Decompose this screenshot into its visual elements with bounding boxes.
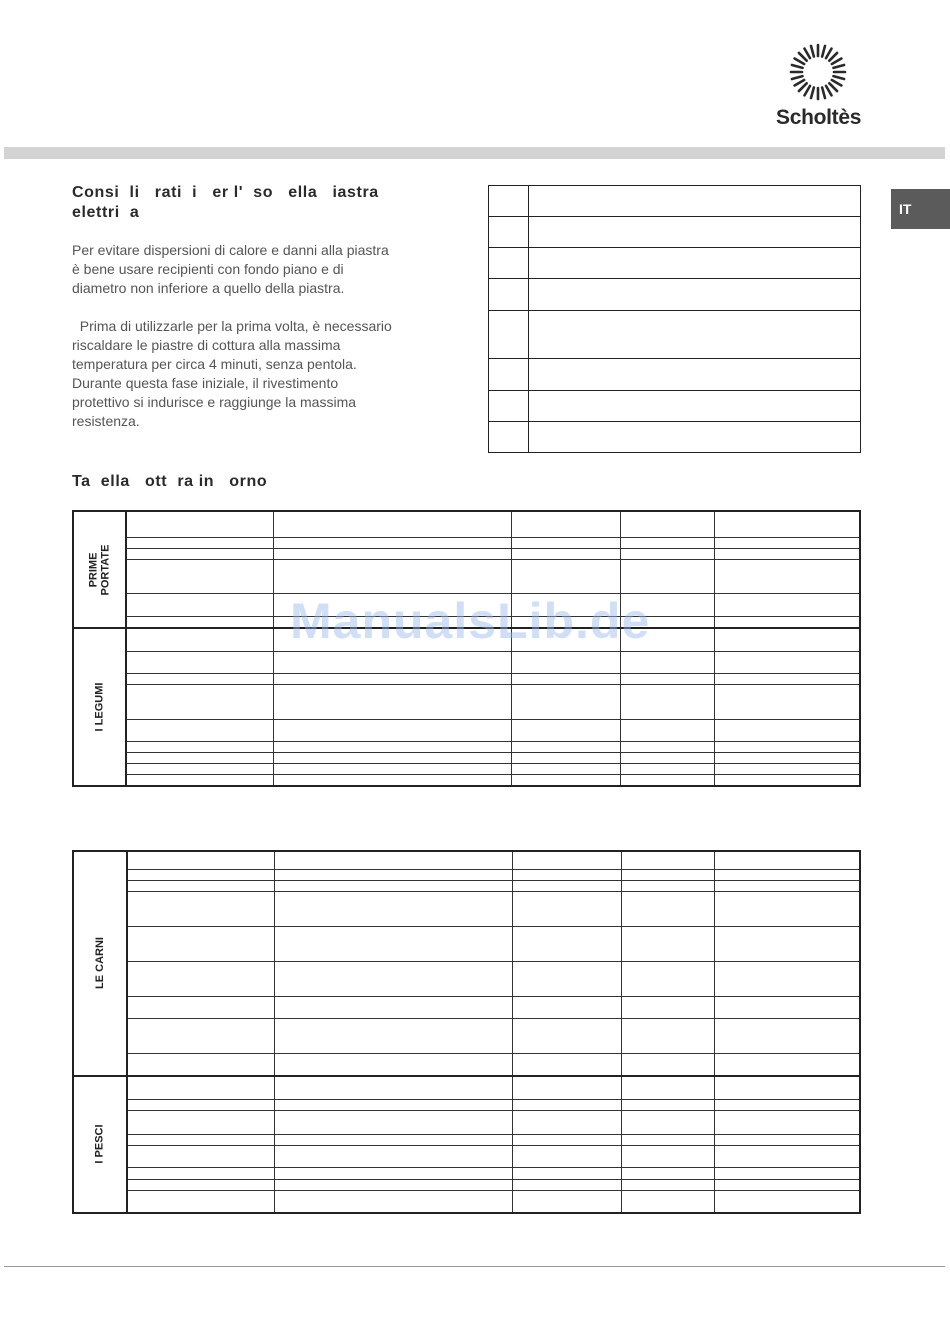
sun-ray [829, 53, 837, 61]
table-cell [126, 651, 274, 673]
heading-line-1: Consi li rati i er l' so ella iastra [72, 184, 379, 201]
table-cell [274, 851, 512, 869]
sun-ray [822, 87, 825, 98]
table-cell [512, 753, 621, 764]
table-cell [126, 674, 274, 685]
table-row [73, 537, 860, 548]
table-row [73, 1168, 860, 1179]
table-cell [621, 764, 714, 775]
table-cell [126, 775, 274, 786]
table-row [489, 391, 861, 422]
table-cell [715, 927, 860, 962]
table-row [489, 359, 861, 391]
table-cell [126, 628, 274, 651]
table-cell [274, 741, 512, 752]
table-cell [621, 674, 714, 685]
table-cell [512, 881, 621, 892]
table-cell [127, 1076, 274, 1100]
table-cell [512, 1099, 621, 1110]
table-cell [127, 1019, 274, 1054]
table-row [73, 1190, 860, 1213]
table-row [73, 685, 860, 719]
table-cell [512, 511, 621, 537]
sun-ray [811, 46, 814, 57]
table-row [73, 1145, 860, 1167]
table-row [73, 511, 860, 537]
table-cell [621, 1111, 714, 1135]
table-cell [274, 881, 512, 892]
scholtes-logo [770, 38, 870, 138]
table-row [489, 217, 861, 248]
table-cell [512, 719, 621, 741]
table-row [73, 741, 860, 752]
table-cell [715, 1168, 860, 1179]
table-cell [274, 753, 512, 764]
table-cell [714, 674, 860, 685]
table-row [73, 961, 860, 996]
sun-ray [826, 86, 832, 96]
table-cell [715, 1099, 860, 1110]
table-cell [274, 1019, 512, 1054]
table-row [73, 1076, 860, 1100]
table-cell [715, 1053, 860, 1075]
header-bar [4, 147, 945, 159]
table-cell [274, 1179, 512, 1190]
table-cell [715, 1134, 860, 1145]
table-cell [715, 881, 860, 892]
sun-ray [832, 59, 842, 65]
table-cell [621, 1019, 714, 1054]
table-cell [715, 1076, 860, 1100]
table-cell [127, 1099, 274, 1110]
table-row [73, 651, 860, 673]
table-cell [127, 1134, 274, 1145]
table-cell [621, 1179, 714, 1190]
table-cell [126, 616, 274, 628]
table-cell [126, 548, 274, 559]
table-cell [621, 1190, 714, 1213]
table-row [489, 311, 861, 359]
table-cell [621, 1076, 714, 1100]
table-cell [715, 996, 860, 1018]
table-row [73, 764, 860, 775]
table-row [73, 548, 860, 559]
table-cell [512, 741, 621, 752]
table-cell [512, 961, 621, 996]
table-cell [714, 594, 860, 616]
table-cell [127, 851, 274, 869]
table-cell [715, 1190, 860, 1213]
table-cell [126, 537, 274, 548]
table-cell [621, 892, 714, 927]
table-cell [714, 764, 860, 775]
table-cell [274, 560, 512, 594]
table-cell [621, 511, 714, 537]
table-cell [512, 651, 621, 673]
table-cell [512, 1053, 621, 1075]
table-cell [714, 775, 860, 786]
table-cell [126, 753, 274, 764]
table-cell [621, 1168, 714, 1179]
sun-ray [805, 86, 811, 96]
table-row [73, 1111, 860, 1135]
table-cell [512, 927, 621, 962]
table-cell [714, 537, 860, 548]
table-row [489, 186, 861, 217]
table-cell [512, 892, 621, 927]
table-cell [274, 1053, 512, 1075]
sun-ray [792, 76, 803, 79]
table-cell [274, 719, 512, 741]
table-cell [126, 764, 274, 775]
table-cell [714, 560, 860, 594]
section-heading-1 [72, 183, 379, 223]
sun-ray [829, 83, 837, 91]
table-cell [512, 1134, 621, 1145]
table-cell [127, 1053, 274, 1075]
sun-ray [833, 76, 844, 79]
table-cell [621, 1134, 714, 1145]
table-cell [715, 1019, 860, 1054]
table-cell [127, 1111, 274, 1135]
table-cell [621, 560, 714, 594]
table-cell [274, 892, 512, 927]
table-cell [274, 537, 512, 548]
table-cell [512, 537, 621, 548]
logo-text: Scholtès [776, 106, 862, 129]
sun-ray [833, 65, 844, 68]
table-cell [512, 1076, 621, 1100]
table-cell [715, 1179, 860, 1190]
table-cell [621, 961, 714, 996]
watermark: ManualsLib.de [290, 593, 651, 649]
footer-divider [4, 1266, 945, 1267]
table-cell [621, 869, 714, 880]
table-cell [126, 741, 274, 752]
table-cell [621, 996, 714, 1018]
section-heading-2: Ta ella ott ra in orno [72, 473, 268, 490]
table-cell [714, 651, 860, 673]
table-cell [714, 548, 860, 559]
table-cell [274, 674, 512, 685]
table-cell [621, 775, 714, 786]
sun-ray [822, 46, 825, 57]
table-cell [715, 1111, 860, 1135]
table-cell [126, 511, 274, 537]
table-row [73, 1179, 860, 1190]
table-cell [512, 775, 621, 786]
sun-ray [811, 87, 814, 98]
section-label: PRIME PORTATE [87, 544, 112, 596]
table-cell [127, 1168, 274, 1179]
table-row [73, 1019, 860, 1054]
table-row [73, 1053, 860, 1075]
table-cell [126, 719, 274, 741]
table-cell [274, 685, 512, 719]
table-cell [127, 1145, 274, 1167]
table-row [73, 775, 860, 786]
table-cell [621, 1145, 714, 1167]
table-cell [714, 741, 860, 752]
section-label-cell [73, 511, 126, 628]
sun-ray [799, 83, 807, 91]
table-cell [127, 996, 274, 1018]
table-row [73, 869, 860, 880]
table-cell [274, 869, 512, 880]
table-cell [715, 961, 860, 996]
table-cell [621, 537, 714, 548]
heading-line-2: elettri a [72, 204, 140, 221]
table-cell [714, 719, 860, 741]
sun-burst-icon [784, 38, 852, 106]
table-cell [621, 741, 714, 752]
section-label-cell [73, 1076, 127, 1213]
table-cell [512, 851, 621, 869]
table-cell [274, 1111, 512, 1135]
table-cell [126, 594, 274, 616]
table-cell [512, 1168, 621, 1179]
table-row [73, 881, 860, 892]
table-cell [621, 927, 714, 962]
table-cell [621, 753, 714, 764]
table-cell [127, 869, 274, 880]
sun-ray [799, 53, 807, 61]
table-cell [274, 764, 512, 775]
table-cell [714, 628, 860, 651]
section-label: I LEGUMI [93, 682, 106, 732]
table-cell [714, 616, 860, 628]
table-row [73, 1099, 860, 1110]
table-cell [512, 1019, 621, 1054]
table-cell [274, 548, 512, 559]
section-label: I PESCI [93, 1124, 106, 1165]
table-cell [274, 1145, 512, 1167]
sun-ray [805, 49, 811, 59]
table-cell [512, 674, 621, 685]
table-row [73, 892, 860, 927]
table-cell [715, 1145, 860, 1167]
table-row [73, 560, 860, 594]
table-cell [274, 1134, 512, 1145]
table-cell [512, 1111, 621, 1135]
table-cell [512, 996, 621, 1018]
table-cell [621, 685, 714, 719]
table-row [73, 719, 860, 741]
table-cell [126, 685, 274, 719]
table-cell [274, 961, 512, 996]
table-cell [715, 892, 860, 927]
table-cell [274, 996, 512, 1018]
table-cell [621, 1053, 714, 1075]
table-cell [512, 1179, 621, 1190]
table-row [73, 927, 860, 962]
paragraph-1: Per evitare dispersioni di calore e danni alla piastra è bene usare recipienti con fondo piano e di diametro non inferiore a quello della piastra. [72, 242, 389, 296]
table-cell [714, 685, 860, 719]
table-cell [621, 719, 714, 741]
table-cell [621, 548, 714, 559]
table-row [73, 674, 860, 685]
sun-ray [792, 65, 803, 68]
section-label-cell [73, 628, 126, 786]
table-cell [512, 869, 621, 880]
table-cell [621, 1099, 714, 1110]
table-cell [274, 775, 512, 786]
table-cell [274, 511, 512, 537]
sun-ray [795, 80, 805, 86]
table-row [73, 1134, 860, 1145]
paragraph-2: Prima di utilizzarle per la prima volta, è necessario riscaldare le piastre di cottura alla massima temperatura per circa 4 minuti, senza pentola. Durante questa fase iniziale, il rivestimento protettivo si indurisce e raggiunge la massima resistenza. [72, 318, 392, 429]
table-cell [274, 1168, 512, 1179]
table-row [489, 422, 861, 453]
table-cell [714, 753, 860, 764]
table-cell [512, 1145, 621, 1167]
table-row [73, 753, 860, 764]
table-cell [512, 548, 621, 559]
cooking-table-2 [72, 850, 861, 1214]
sun-ray [832, 80, 842, 86]
section-label: LE CARNI [93, 937, 106, 990]
hotplate-settings-table [488, 185, 861, 453]
table-cell [714, 511, 860, 537]
table-cell [512, 1190, 621, 1213]
table-row [73, 851, 860, 869]
table-cell [512, 764, 621, 775]
language-tab: IT [891, 189, 950, 229]
table-cell [274, 1190, 512, 1213]
table-cell [126, 560, 274, 594]
table-cell [127, 1179, 274, 1190]
table-cell [621, 881, 714, 892]
table-cell [274, 1099, 512, 1110]
table-row [489, 279, 861, 311]
table-cell [715, 851, 860, 869]
sun-ray [795, 59, 805, 65]
table-cell [512, 685, 621, 719]
section-label-cell [73, 851, 127, 1076]
table-cell [127, 881, 274, 892]
table-cell [274, 651, 512, 673]
table-cell [512, 560, 621, 594]
table-cell [274, 927, 512, 962]
table-cell [621, 851, 714, 869]
sun-ray [826, 49, 832, 59]
table-cell [127, 961, 274, 996]
table-cell [127, 927, 274, 962]
table-row [73, 996, 860, 1018]
table-row [489, 248, 861, 279]
table-cell [127, 892, 274, 927]
table-cell [274, 1076, 512, 1100]
table-cell [715, 869, 860, 880]
table-cell [621, 651, 714, 673]
table-cell [127, 1190, 274, 1213]
